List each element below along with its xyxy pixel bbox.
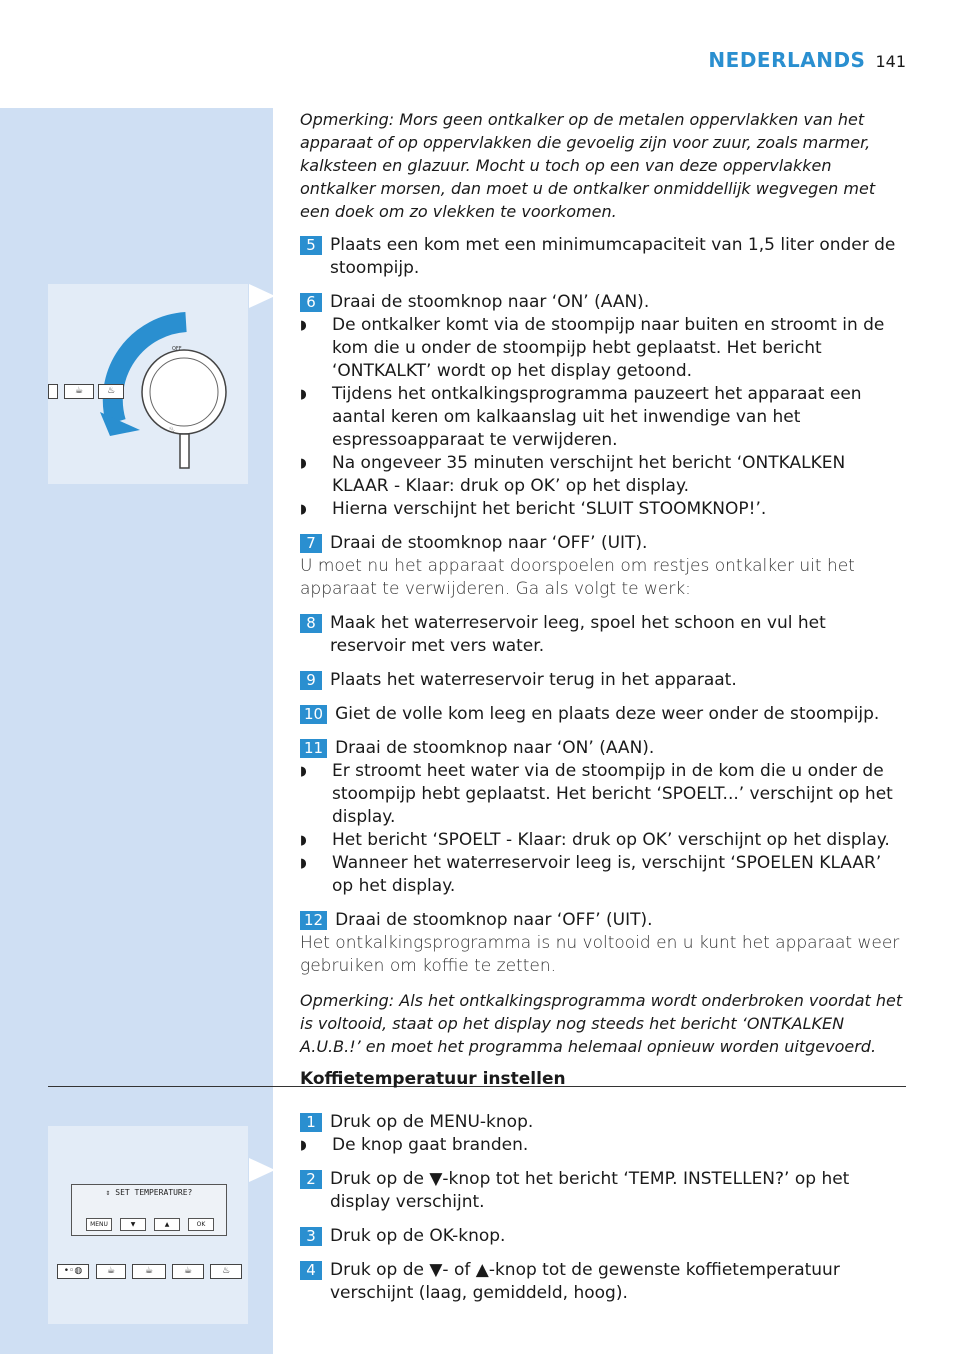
step-number: 12 <box>300 911 327 930</box>
callout-pointer-1 <box>249 284 275 308</box>
small-cup-icon: ☕ <box>96 1264 126 1279</box>
list-item: ◗ De knop gaat branden. <box>300 1135 529 1155</box>
list-item: ◗ Tijdens het ontkalkingsprogramma pauzeert het apparaat een aantal keren om kalkaanslag uit het inwendige van het espressoapparaat te verwijderen. <box>300 383 906 452</box>
bullet-text: Het bericht ‘SPOELT - Klaar: druk op OK’ verschijnt op het display. <box>332 830 890 850</box>
step-text: Draai de stoomknop naar ‘OFF’ (UIT). <box>330 533 648 553</box>
page-header <box>708 48 906 72</box>
bullet-text: Na ongeveer 35 minuten verschijnt het bericht ‘ONTKALKEN KLAAR - Klaar: druk op OK’ op het display. <box>332 453 846 496</box>
step-9 <box>300 669 906 692</box>
step-7 <box>300 532 906 555</box>
step-number: 10 <box>300 705 327 724</box>
list-item: ◗ Er stroomt heet water via de stoompijp in de kom die u onder de stoompijp hebt geplaatst. Het bericht ‘SPOELT...’ verschijnt op het display. <box>300 760 906 829</box>
step-text: Giet de volle kom leeg en plaats deze weer onder de stoompijp. <box>335 704 880 724</box>
step-c2 <box>300 1168 906 1214</box>
list-item: ◗ De ontkalker komt via de stoompijp naar buiten en stroomt in de kom die u onder de stoompijp hebt geplaatst. Het bericht ‘ONTKALKT’ wordt op het display getoond. <box>300 314 906 383</box>
ok-button-illus: OK <box>188 1218 214 1231</box>
bullet-text: Hierna verschijnt het bericht ‘SLUIT STOOMKNOP!’. <box>332 499 767 519</box>
step-number: 7 <box>300 534 322 553</box>
bullet-text: Er stroomt heet water via de stoompijp in de kom die u onder de stoompijp hebt geplaatst. Het bericht ‘SPOELT...’ verschijnt op het display. <box>332 761 893 827</box>
up-button-illus: ▲ <box>154 1218 180 1231</box>
step-text: Draai de stoomknop naar ‘ON’ (AAN). <box>335 738 655 758</box>
step-number: 2 <box>300 1170 322 1189</box>
large-cup-icon: ☕ <box>172 1264 204 1279</box>
bullet-text: Wanneer het waterreservoir leeg is, verschijnt ‘SPOELEN KLAAR’ op het display. <box>332 853 882 896</box>
step-text: Druk op de ▼- of ▲-knop tot de gewenste koffietemperatuur verschijnt (laag, gemiddeld, hoog). <box>330 1260 840 1303</box>
list-item: ◗ Het bericht ‘SPOELT - Klaar: druk op OK’ verschijnt op het display. <box>300 830 890 850</box>
step-number: 9 <box>300 671 322 690</box>
step-10 <box>300 703 906 726</box>
off-mark: OFF <box>172 346 182 352</box>
step-number: 3 <box>300 1227 322 1246</box>
step-text: Plaats het waterreservoir terug in het apparaat. <box>330 670 737 690</box>
cup-icon: ☕ <box>64 384 94 399</box>
step-text: Druk op de OK-knop. <box>330 1226 506 1246</box>
grind-icon: •◦◍ <box>57 1264 89 1279</box>
list-item: ◗ Na ongeveer 35 minuten verschijnt het bericht ‘ONTKALKEN KLAAR - Klaar: druk op OK’ op het display. <box>300 452 906 498</box>
step-6 <box>300 291 906 314</box>
step-text: Draai de stoomknop naar ‘OFF’ (UIT). <box>335 910 653 930</box>
bullet-text: Tijdens het ontkalkingsprogramma pauzeert het apparaat een aantal keren om kalkaanslag uit het inwendige van het espressoapparaat te verwijderen. <box>332 384 862 450</box>
step-text: Druk op de MENU-knop. <box>330 1112 534 1132</box>
page-number: 141 <box>875 52 906 71</box>
language-label: NEDERLANDS <box>708 48 866 72</box>
down-button-illus: ▼ <box>120 1218 146 1231</box>
step-c1 <box>300 1111 906 1134</box>
list-item: ◗ Hierna verschijnt het bericht ‘SLUIT STOOMKNOP!’. <box>300 499 767 519</box>
section-title: Koffietemperatuur instellen <box>300 1069 566 1089</box>
bullet-text: De knop gaat branden. <box>332 1135 529 1155</box>
main-content <box>300 108 906 1305</box>
steam-icon: ♨ <box>98 384 124 399</box>
steam-icon-2: ♨ <box>210 1264 242 1279</box>
knob-inner <box>150 358 218 426</box>
step-text: Draai de stoomknop naar ‘ON’ (AAN). <box>330 292 650 312</box>
step-number: 4 <box>300 1261 322 1280</box>
callout-pointer-2 <box>249 1158 275 1182</box>
step-number: 1 <box>300 1113 322 1132</box>
step-5 <box>300 234 906 280</box>
display-text: ⇕ SET TEMPERATURE? <box>105 1188 193 1197</box>
list-item: ◗ Wanneer het waterreservoir leeg is, verschijnt ‘SPOELEN KLAAR’ op het display. <box>300 852 906 898</box>
step-number: 8 <box>300 614 322 633</box>
step-11 <box>300 737 906 760</box>
step-text: Druk op de ▼-knop tot het bericht ‘TEMP. INSTELLEN?’ op het display verschijnt. <box>330 1169 850 1212</box>
note-acid-warning: Opmerking: Mors geen ontkalker op de metalen oppervlakken van het apparaat of op oppervlakken die gevoelig zijn voor zuur, zoals marmer, kalksteen en glazuur. Mocht u toch op een van deze oppervlakken ontkalker morsen, dan moet u de ontkalker onmiddellijk wegvegen met een doek om zo vlekken te voorkomen. <box>300 110 876 221</box>
machine-icon-left <box>48 384 58 399</box>
step-c4 <box>300 1259 906 1305</box>
step-8 <box>300 612 906 658</box>
medium-cup-icon: ☕ <box>132 1264 166 1279</box>
knob-stem <box>180 434 189 468</box>
step-text: Plaats een kom met een minimumcapaciteit van 1,5 liter onder de stoompijp. <box>330 235 896 278</box>
step-number: 5 <box>300 236 322 255</box>
menu-button-illus: MENU <box>86 1218 112 1231</box>
rinse-intro: U moet nu het apparaat doorspoelen om restjes ontkalker uit het apparaat te verwijderen. Ga als volgt te werk: <box>300 556 855 599</box>
steam-mark: ♨ <box>168 425 176 434</box>
step-c3 <box>300 1225 906 1248</box>
step-number: 6 <box>300 293 322 312</box>
step-12 <box>300 909 906 932</box>
bullet-text: De ontkalker komt via de stoompijp naar buiten en stroomt in de kom die u onder de stoompijp hebt geplaatst. Het bericht ‘ONTKALKT’ wordt op het display getoond. <box>332 315 885 381</box>
note-interrupted: Opmerking: Als het ontkalkingsprogramma wordt onderbroken voordat het is voltooid, staat op het display nog steeds het bericht ‘ONTKALKEN A.U.B.!’ en moet het programma helemaal opnieuw worden uitgevoerd. <box>300 991 903 1056</box>
step-text: Maak het waterreservoir leeg, spoel het schoon en vul het reservoir met vers water. <box>330 613 826 656</box>
completion-text: Het ontkalkingsprogramma is nu voltooid en u kunt het apparaat weer gebruiken om koffie te zetten. <box>300 933 900 976</box>
step-number: 11 <box>300 739 327 758</box>
